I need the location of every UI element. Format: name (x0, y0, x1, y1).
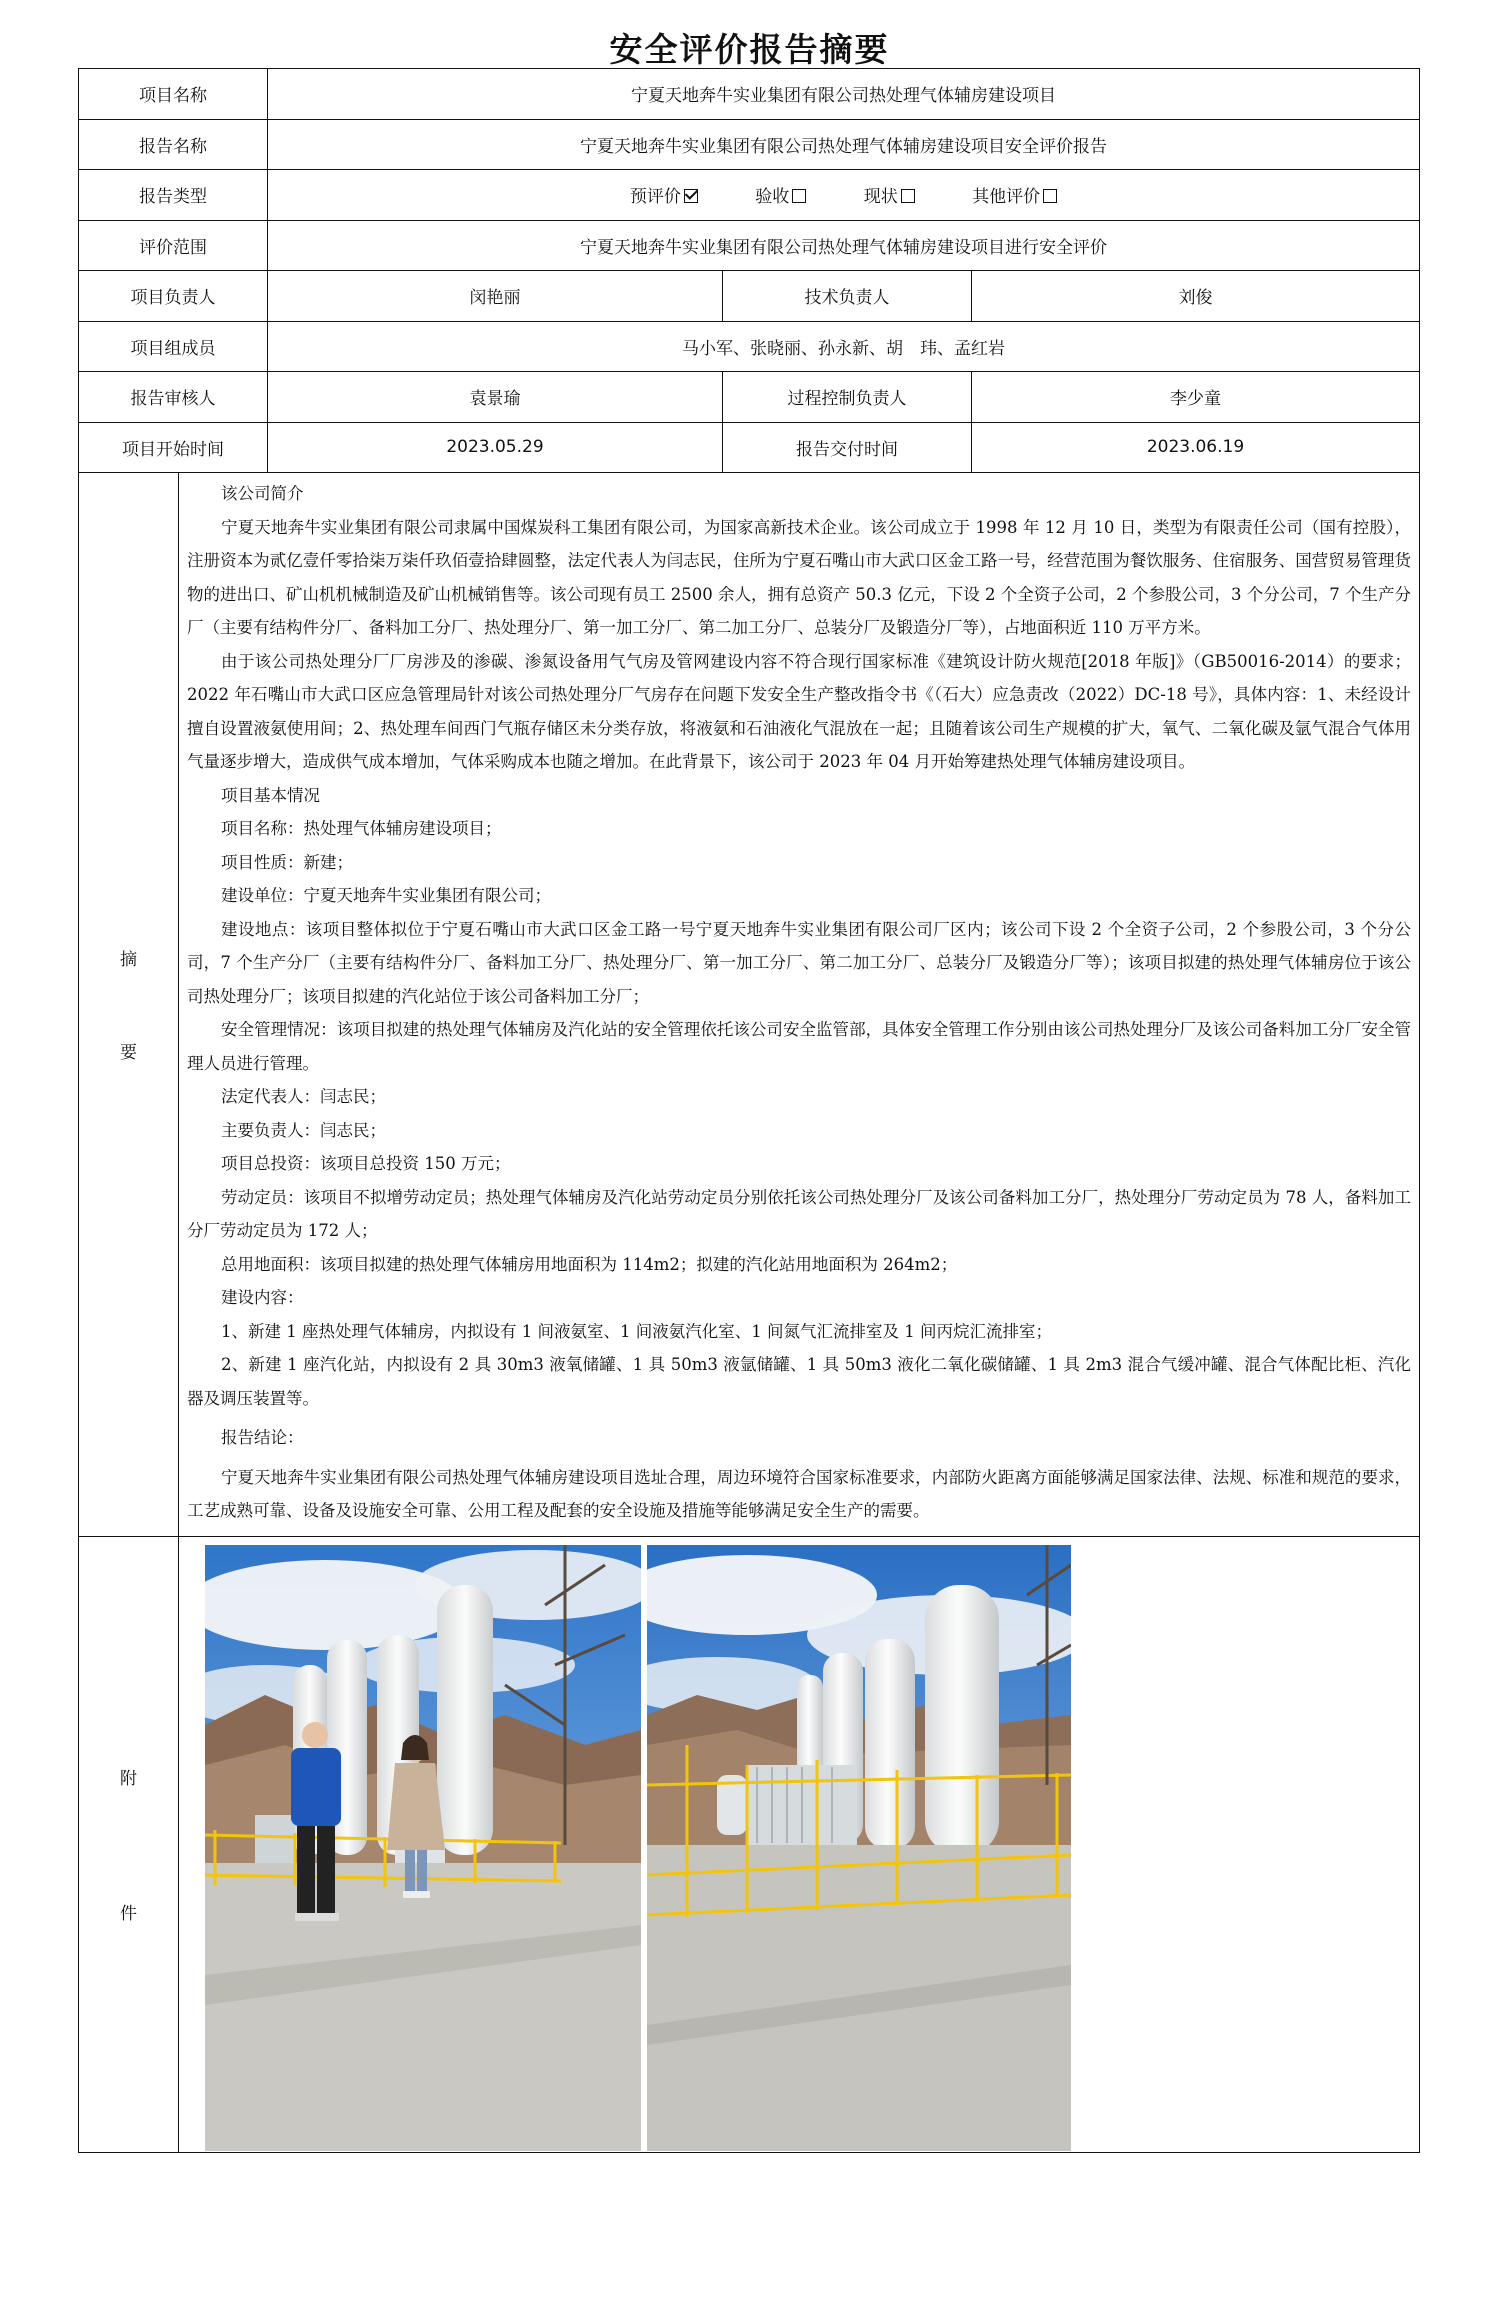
checkbox-icon (1043, 189, 1057, 203)
summary-label-top: 摘 (120, 950, 137, 971)
report-name-value: 宁夏天地奔牛实业集团有限公司热处理气体辅房建设项目安全评价报告 (268, 119, 1420, 170)
summary-paragraph: 宁夏天地奔牛实业集团有限公司热处理气体辅房建设项目选址合理，周边环境符合国家标准要求，内部防火距离方面能够满足国家法律、法规、标准和规范的要求，工艺成熟可靠、设备及设施安全可靠、公用工程及配套的安全设施及措施等能够满足安全生产的需要。 (187, 1467, 1411, 1520)
checked-box-icon (684, 189, 698, 203)
report-summary-table (78, 68, 1420, 2153)
attachment-label (79, 1536, 179, 2152)
row-reviewer (79, 372, 1420, 423)
row-report-type (79, 170, 1420, 221)
page-title: 安全评价报告摘要 (609, 30, 890, 69)
summary-paragraph: 安全管理情况：该项目拟建的热处理气体辅房及汽化站的安全管理依托该公司安全监管部，具体安全管理工作分别由该公司热处理分厂及该公司备料加工分厂安全管理人员进行管理。 (187, 1020, 1411, 1073)
leader-value: 闵艳丽 (268, 271, 723, 322)
summary-body (179, 473, 1420, 1537)
summary-paragraph: 2、新建 1 座汽化站，内拟设有 2 具 30m3 液氧储罐、1 具 50m3 液氩储罐、1 具 50m3 液化二氧化碳储罐、1 具 2m3 混合气缓冲罐、混合气体配比柜、汽化器及调压装置等。 (187, 1355, 1411, 1408)
leader-label: 项目负责人 (79, 271, 268, 322)
row-attachment (79, 1536, 1420, 2152)
summary-paragraph: 劳动定员：该项目不拟增劳动定员；热处理气体辅房及汽化站劳动定员分别依托该公司热处理分厂及该公司备料加工分厂，热处理分厂劳动定员为 78 人，备料加工分厂劳动定员为 172 人； (187, 1187, 1411, 1240)
summary-paragraph: 建设地点：该项目整体拟位于宁夏石嘴山市大武口区金工路一号宁夏天地奔牛实业集团有限公司厂区内；该公司下设 2 个全资子公司，2 个参股公司，3 个分公司，7 个生产分厂（主要有结构件分厂、备料加工分厂、热处理分厂、第一加工分厂、第二加工分厂、总装分厂及锻造分厂等）；该项目拟建的热处理气体辅房位于该公司热处理分厂；该项目拟建的汽化站位于该公司备料加工分厂； (187, 919, 1411, 1006)
members-label: 项目组成员 (79, 321, 268, 372)
site-photo-with-staff (205, 1545, 641, 2151)
row-members (79, 321, 1420, 372)
summary-paragraph: 建设单位：宁夏天地奔牛实业集团有限公司； (221, 886, 551, 905)
site-photo-tanks (647, 1545, 1071, 2151)
project-name-label: 项目名称 (79, 69, 268, 120)
process-control-label: 过程控制负责人 (723, 372, 972, 423)
attachment-label-top: 附 (120, 1769, 137, 1789)
row-scope (79, 220, 1420, 271)
option-label: 预评价 (629, 187, 681, 208)
row-dates (79, 422, 1420, 473)
row-report-name (79, 119, 1420, 170)
summary-paragraph: 宁夏天地奔牛实业集团有限公司隶属中国煤炭科工集团有限公司，为国家高新技术企业。该公司成立于 1998 年 12 月 10 日，类型为有限责任公司（国有控股），注册资本为贰亿壹仟零拾柒万柒仟玖佰壹拾肆圆整，法定代表人为闫志民，住所为宁夏石嘴山市大武口区金工路一号，经营范围为餐饮服务、住宿服务、国营贸易管理货物的进出口、矿山机机械制造及矿山机械销售等。该公司现有员工 2500 余人，拥有总资产 50.3 亿元，下设 2 个全资子公司，2 个参股公司，3 个分公司，7 个生产分厂（主要有结构件分厂、备料加工分厂、热处理分厂、第一加工分厂、第二加工分厂、总装分厂及锻造分厂等），占地面积近 110 万平方米。 (187, 517, 1411, 637)
summary-paragraph: 项目性质：新建； (221, 852, 353, 872)
project-name-value: 宁夏天地奔牛实业集团有限公司热处理气体辅房建设项目 (268, 69, 1420, 120)
report-type-options (268, 170, 1420, 221)
report-type-label: 报告类型 (79, 170, 268, 221)
summary-paragraph: 项目基本情况 (221, 785, 320, 805)
option-other (972, 182, 1057, 207)
summary-paragraph: 建设内容： (221, 1288, 304, 1307)
delivery-date-label: 报告交付时间 (723, 422, 972, 473)
scope-value: 宁夏天地奔牛实业集团有限公司热处理气体辅房建设项目进行安全评价 (268, 220, 1420, 271)
tech-leader-label: 技术负责人 (723, 271, 972, 322)
summary-paragraph: 由于该公司热处理分厂厂房涉及的渗碳、渗氮设备用气气房及管网建设内容不符合现行国家标准《建筑设计防火规范[2018 年版]》（GB50016-2014）的要求；2022 年石嘴山市大武口区应急管理局针对该公司热处理分厂气房存在问题下发安全生产整改指令书《（石大）应急责改（2022）DC-18 号》，具体内容：1、未经设计擅自设置液氨使用间；2、热处理车间西门气瓶存储区未分类存放，将液氨和石油液化气混放在一起；且随着该公司生产规模的扩大，氧气、二氧化碳及氩气混合气体用气量逐步增大，造成供气成本增加，气体采购成本也随之增加。在此背景下，该公司于 2023 年 04 月开始筹建热处理气体辅房建设项目。 (187, 651, 1411, 771)
tank-photo-image (647, 1545, 1071, 2151)
summary-paragraph: 项目总投资：该项目总投资 150 万元； (221, 1154, 511, 1173)
row-summary (79, 473, 1420, 1537)
delivery-date-value: 2023.06.19 (972, 422, 1420, 473)
checkbox-icon (792, 189, 806, 203)
report-name-label: 报告名称 (79, 119, 268, 170)
start-date-label: 项目开始时间 (79, 422, 268, 473)
summary-label-bottom: 要 (120, 1043, 137, 1064)
option-label: 验收 (755, 187, 790, 208)
members-value: 马小军、张晓丽、孙永新、胡 玮、孟红岩 (268, 321, 1420, 372)
site-photo-image (205, 1545, 641, 2151)
checkbox-icon (901, 189, 915, 203)
summary-paragraph: 项目名称：热处理气体辅房建设项目； (221, 819, 502, 838)
summary-paragraph: 总用地面积：该项目拟建的热处理气体辅房用地面积为 114m2；拟建的汽化站用地面积为 264m2； (221, 1254, 958, 1274)
attachment-photos (179, 1536, 1420, 2152)
option-status (864, 182, 915, 207)
reviewer-label: 报告审核人 (79, 372, 268, 423)
summary-paragraph: 主要负责人：闫志民； (221, 1120, 386, 1140)
row-project-name (79, 69, 1420, 120)
option-label: 其他评价 (972, 187, 1041, 208)
tech-leader-value: 刘俊 (972, 271, 1420, 322)
option-acceptance (755, 182, 806, 207)
scope-label: 评价范围 (79, 220, 268, 271)
summary-label (79, 473, 179, 1537)
option-label: 现状 (863, 187, 898, 208)
start-date-value: 2023.05.29 (268, 422, 723, 473)
attachment-label-bottom: 件 (120, 1904, 137, 1924)
row-leader (79, 271, 1420, 322)
summary-paragraphs (187, 477, 1411, 1528)
reviewer-value: 袁景瑜 (268, 372, 723, 423)
process-control-value: 李少童 (972, 372, 1420, 423)
summary-paragraph: 报告结论： (221, 1428, 304, 1447)
option-pre-evaluation (630, 182, 698, 207)
summary-paragraph: 该公司简介 (221, 484, 304, 503)
summary-paragraph: 1、新建 1 座热处理气体辅房，内拟设有 1 间液氨室、1 间液氨汽化室、1 间氮气汇流排室及 1 间丙烷汇流排室； (221, 1321, 1052, 1341)
summary-paragraph: 法定代表人：闫志民； (221, 1087, 386, 1106)
